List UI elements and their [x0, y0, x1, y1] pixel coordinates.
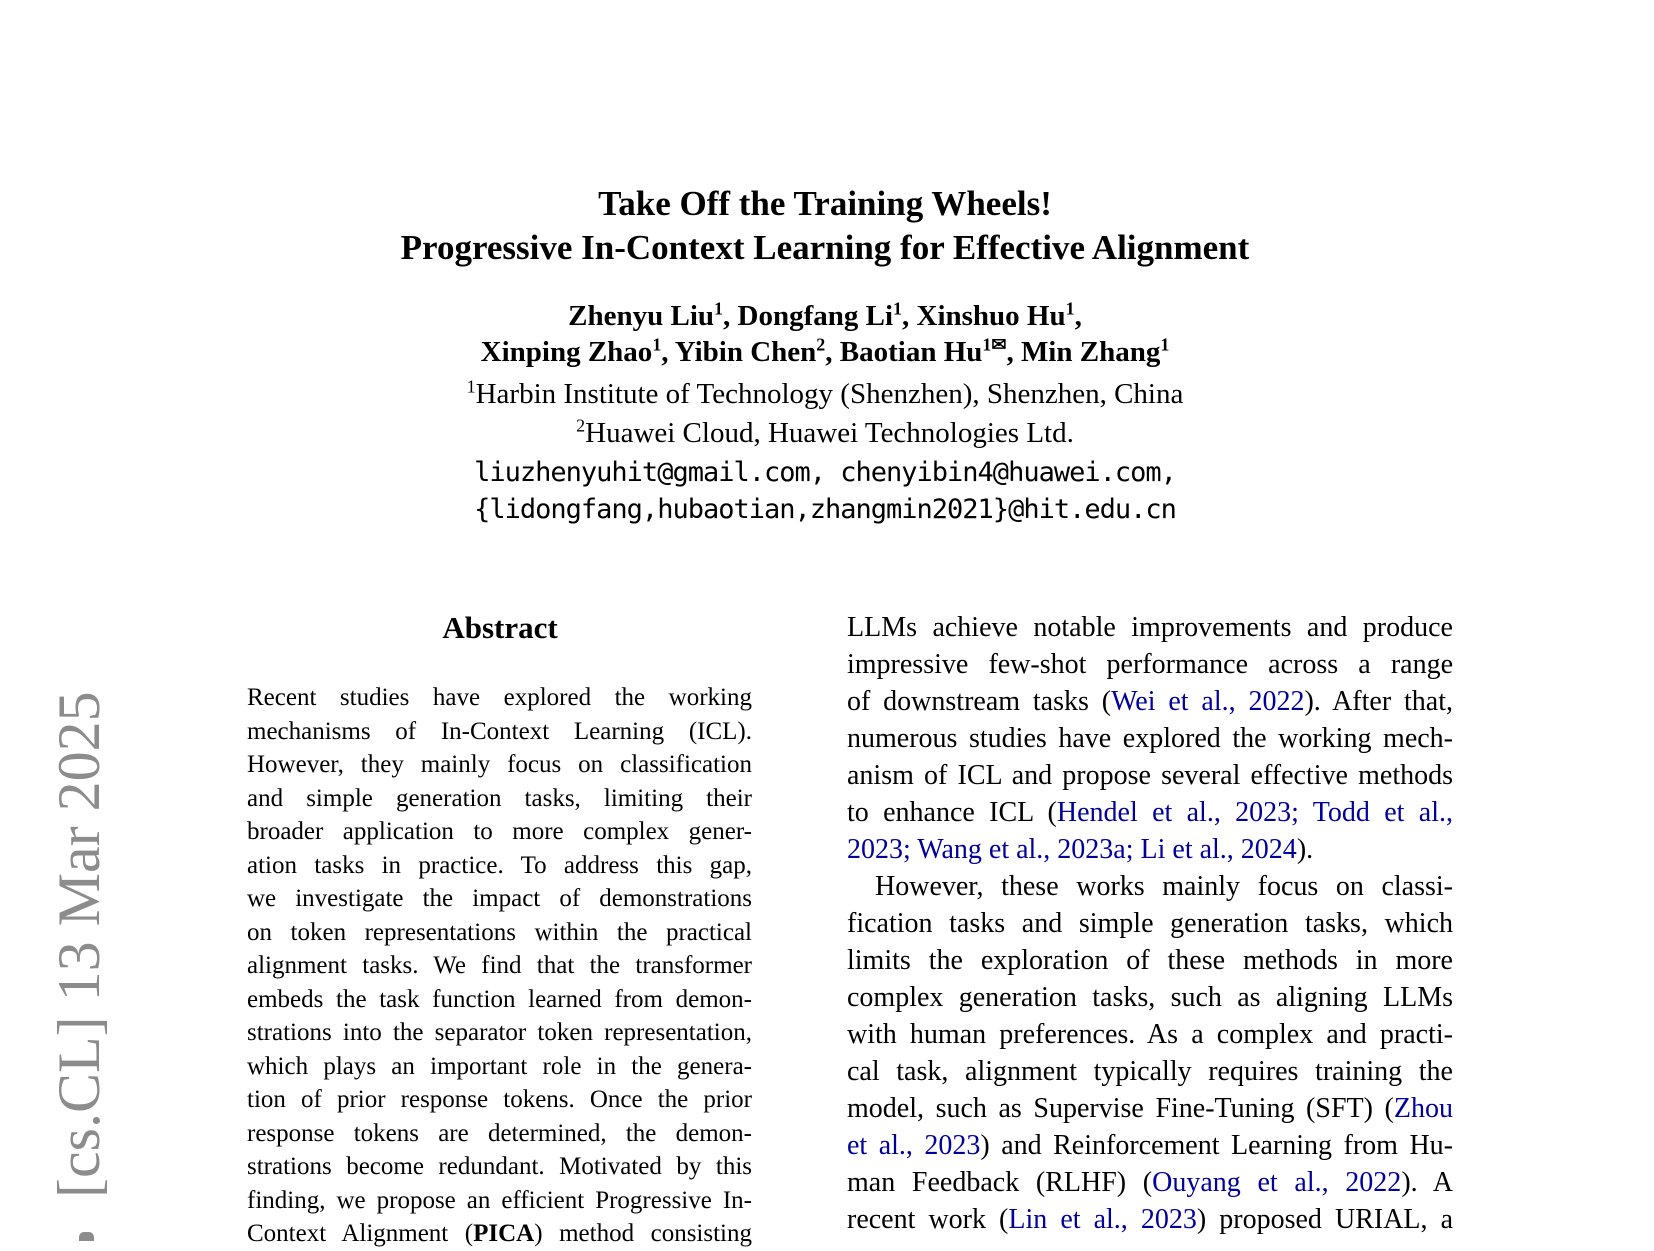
author-line-2 [125, 334, 1525, 370]
text-segment: However, these works mainly focus on classi- [875, 871, 1453, 902]
text-line [847, 905, 1453, 942]
text-line [247, 949, 752, 983]
superscript-marker: 1 [466, 376, 476, 397]
text-segment: recent work ( [847, 1204, 1009, 1235]
text-segment: , Yibin Chen [661, 336, 817, 368]
text-segment: alignment tasks. We find that the transformer [247, 952, 752, 979]
abstract-body [247, 681, 752, 1251]
text-line [247, 748, 752, 782]
text-line [247, 715, 752, 749]
superscript-marker: 1 [1160, 334, 1170, 355]
text-line [247, 983, 752, 1017]
text-line [247, 916, 752, 950]
text-segment: model, such as Supervise Fine-Tuning (SFT) ( [847, 1093, 1394, 1124]
text-segment: Huawei Cloud, Huawei Technologies Ltd. [585, 417, 1074, 449]
text-segment: on token representations within the practical [247, 918, 752, 946]
text-segment: with human preferences. As a complex and practi- [847, 1019, 1453, 1050]
text-segment: Harbin Institute of Technology (Shenzhen), Shenzhen, China [475, 378, 1184, 410]
text-segment: strations become redundant. Motivated by this [247, 1153, 752, 1180]
text-segment: ation tasks in practice. To address this gap, [247, 851, 752, 879]
text-segment: , Dongfang Li [723, 300, 894, 332]
text-segment: limits the exploration of these methods in more [847, 945, 1453, 976]
text-line [847, 979, 1453, 1016]
text-segment: ) and Reinforcement Learning from Hu- [980, 1130, 1453, 1161]
text-segment: ). After that, [1304, 686, 1454, 717]
superscript-marker: 1 [714, 298, 724, 319]
citation-link[interactable]: Ouyang et al., 2022 [1152, 1167, 1402, 1198]
paper-title-line2: Progressive In-Context Learning for Effective Alignment [400, 228, 1250, 267]
text-segment: response tokens are determined, the demon- [247, 1119, 752, 1147]
superscript-marker: 1 [893, 298, 903, 319]
text-segment: finding, we propose an efficient Progressive In- [247, 1186, 752, 1214]
text-segment: cal task, alignment typically requires training the [847, 1056, 1453, 1087]
text-line [847, 1016, 1453, 1053]
text-segment: broader application to more complex gener- [247, 818, 752, 845]
text-segment: Zhenyu Liu [568, 300, 715, 332]
citation-link[interactable]: Lin et al., 2023 [1008, 1204, 1197, 1235]
text-line [847, 720, 1453, 757]
affiliation-line-1 [125, 376, 1525, 412]
superscript-marker: 2 [816, 334, 826, 355]
text-line [247, 782, 752, 816]
text-segment: tion of prior response tokens. Once the prior [247, 1086, 752, 1113]
text-segment: Recent studies have explored the working [247, 684, 752, 711]
text-line [847, 942, 1453, 979]
citation-link[interactable]: Zhou [1393, 1093, 1453, 1124]
text-segment: ). [1296, 834, 1314, 865]
watermark-glyph-fragment [79, 1232, 94, 1241]
email-line-1: liuzhenyuhit@gmail.com, chenyibin4@huawei.com, [474, 457, 1176, 488]
email-line-2: {lidongfang,hubaotian,zhangmin2021}@hit.edu.cn [474, 494, 1176, 525]
text-line [247, 681, 752, 715]
text-segment: man Feedback (RLHF) ( [847, 1167, 1153, 1198]
text-segment: we investigate the impact of demonstrations [247, 885, 752, 912]
text-line [847, 757, 1453, 794]
text-segment: PICA [473, 1220, 535, 1247]
author-line-1 [125, 298, 1525, 334]
text-line [847, 868, 1453, 905]
text-segment: embeds the task function learned from demon- [247, 985, 752, 1013]
text-line [847, 1127, 1453, 1164]
introduction-column [847, 609, 1453, 1238]
text-line [847, 683, 1453, 720]
text-line [847, 1164, 1453, 1201]
affiliation-line-2 [125, 415, 1525, 451]
text-line [247, 815, 752, 849]
text-segment: fication tasks and simple generation tasks, which [847, 908, 1453, 939]
text-segment: numerous studies have explored the working mech- [847, 723, 1453, 754]
text-segment: , [1074, 300, 1082, 332]
text-line [847, 646, 1453, 683]
text-segment: impressive few-shot performance across a range [847, 649, 1453, 680]
text-segment: which plays an important role in the genera- [247, 1052, 752, 1080]
superscript-marker: 1 [652, 334, 662, 355]
abstract-heading: Abstract [442, 610, 558, 645]
text-line [247, 1184, 752, 1218]
text-segment: strations into the separator token representation, [247, 1019, 752, 1046]
text-segment: of downstream tasks ( [847, 686, 1112, 717]
paper-title-line1: Take Off the Training Wheels! [598, 184, 1052, 223]
superscript-marker: 1 [1065, 298, 1075, 319]
citation-link[interactable]: 2023; Wang et al., 2023a; Li et al., 2024 [847, 834, 1297, 865]
text-line [847, 1201, 1453, 1238]
text-segment: Context Alignment ( [247, 1220, 474, 1247]
citation-link[interactable]: et al., 2023 [847, 1130, 981, 1161]
text-line [247, 1050, 752, 1084]
text-segment: anism of ICL and propose several effective methods [847, 760, 1453, 791]
text-line [247, 1217, 752, 1251]
text-line [847, 1053, 1453, 1090]
superscript-marker: 1✉ [982, 334, 1007, 355]
text-segment: ) proposed URIAL, a [1196, 1204, 1454, 1235]
text-segment: LLMs achieve notable improvements and produce [847, 612, 1453, 643]
superscript-marker: 2 [576, 415, 586, 436]
text-segment: ). A [1401, 1167, 1454, 1198]
arxiv-watermark: [cs.CL] 13 Mar 2025 [46, 691, 112, 1198]
text-segment: , Min Zhang [1006, 336, 1161, 368]
text-line [247, 849, 752, 883]
text-line [247, 1150, 752, 1184]
text-segment: ) method consisting [534, 1220, 752, 1247]
text-line [847, 831, 1453, 868]
text-line [247, 1083, 752, 1117]
text-segment: Xinping Zhao [480, 336, 653, 368]
text-line [847, 1090, 1453, 1127]
text-line [247, 1117, 752, 1151]
text-segment: , Xinshuo Hu [902, 300, 1066, 332]
text-segment: , Baotian Hu [825, 336, 983, 368]
text-segment: to enhance ICL ( [847, 797, 1057, 828]
text-line [247, 882, 752, 916]
text-line [247, 1016, 752, 1050]
text-segment: complex generation tasks, such as aligning LLMs [847, 982, 1453, 1013]
text-segment: and simple generation tasks, limiting their [247, 784, 752, 812]
text-segment: However, they mainly focus on classification [247, 751, 752, 778]
citation-link[interactable]: Hendel et al., 2023; Todd et al., [1056, 797, 1453, 828]
text-segment: mechanisms of In-Context Learning (ICL). [247, 717, 752, 745]
citation-link[interactable]: Wei et al., 2022 [1111, 686, 1305, 717]
text-line [847, 609, 1453, 646]
text-line [847, 794, 1453, 831]
